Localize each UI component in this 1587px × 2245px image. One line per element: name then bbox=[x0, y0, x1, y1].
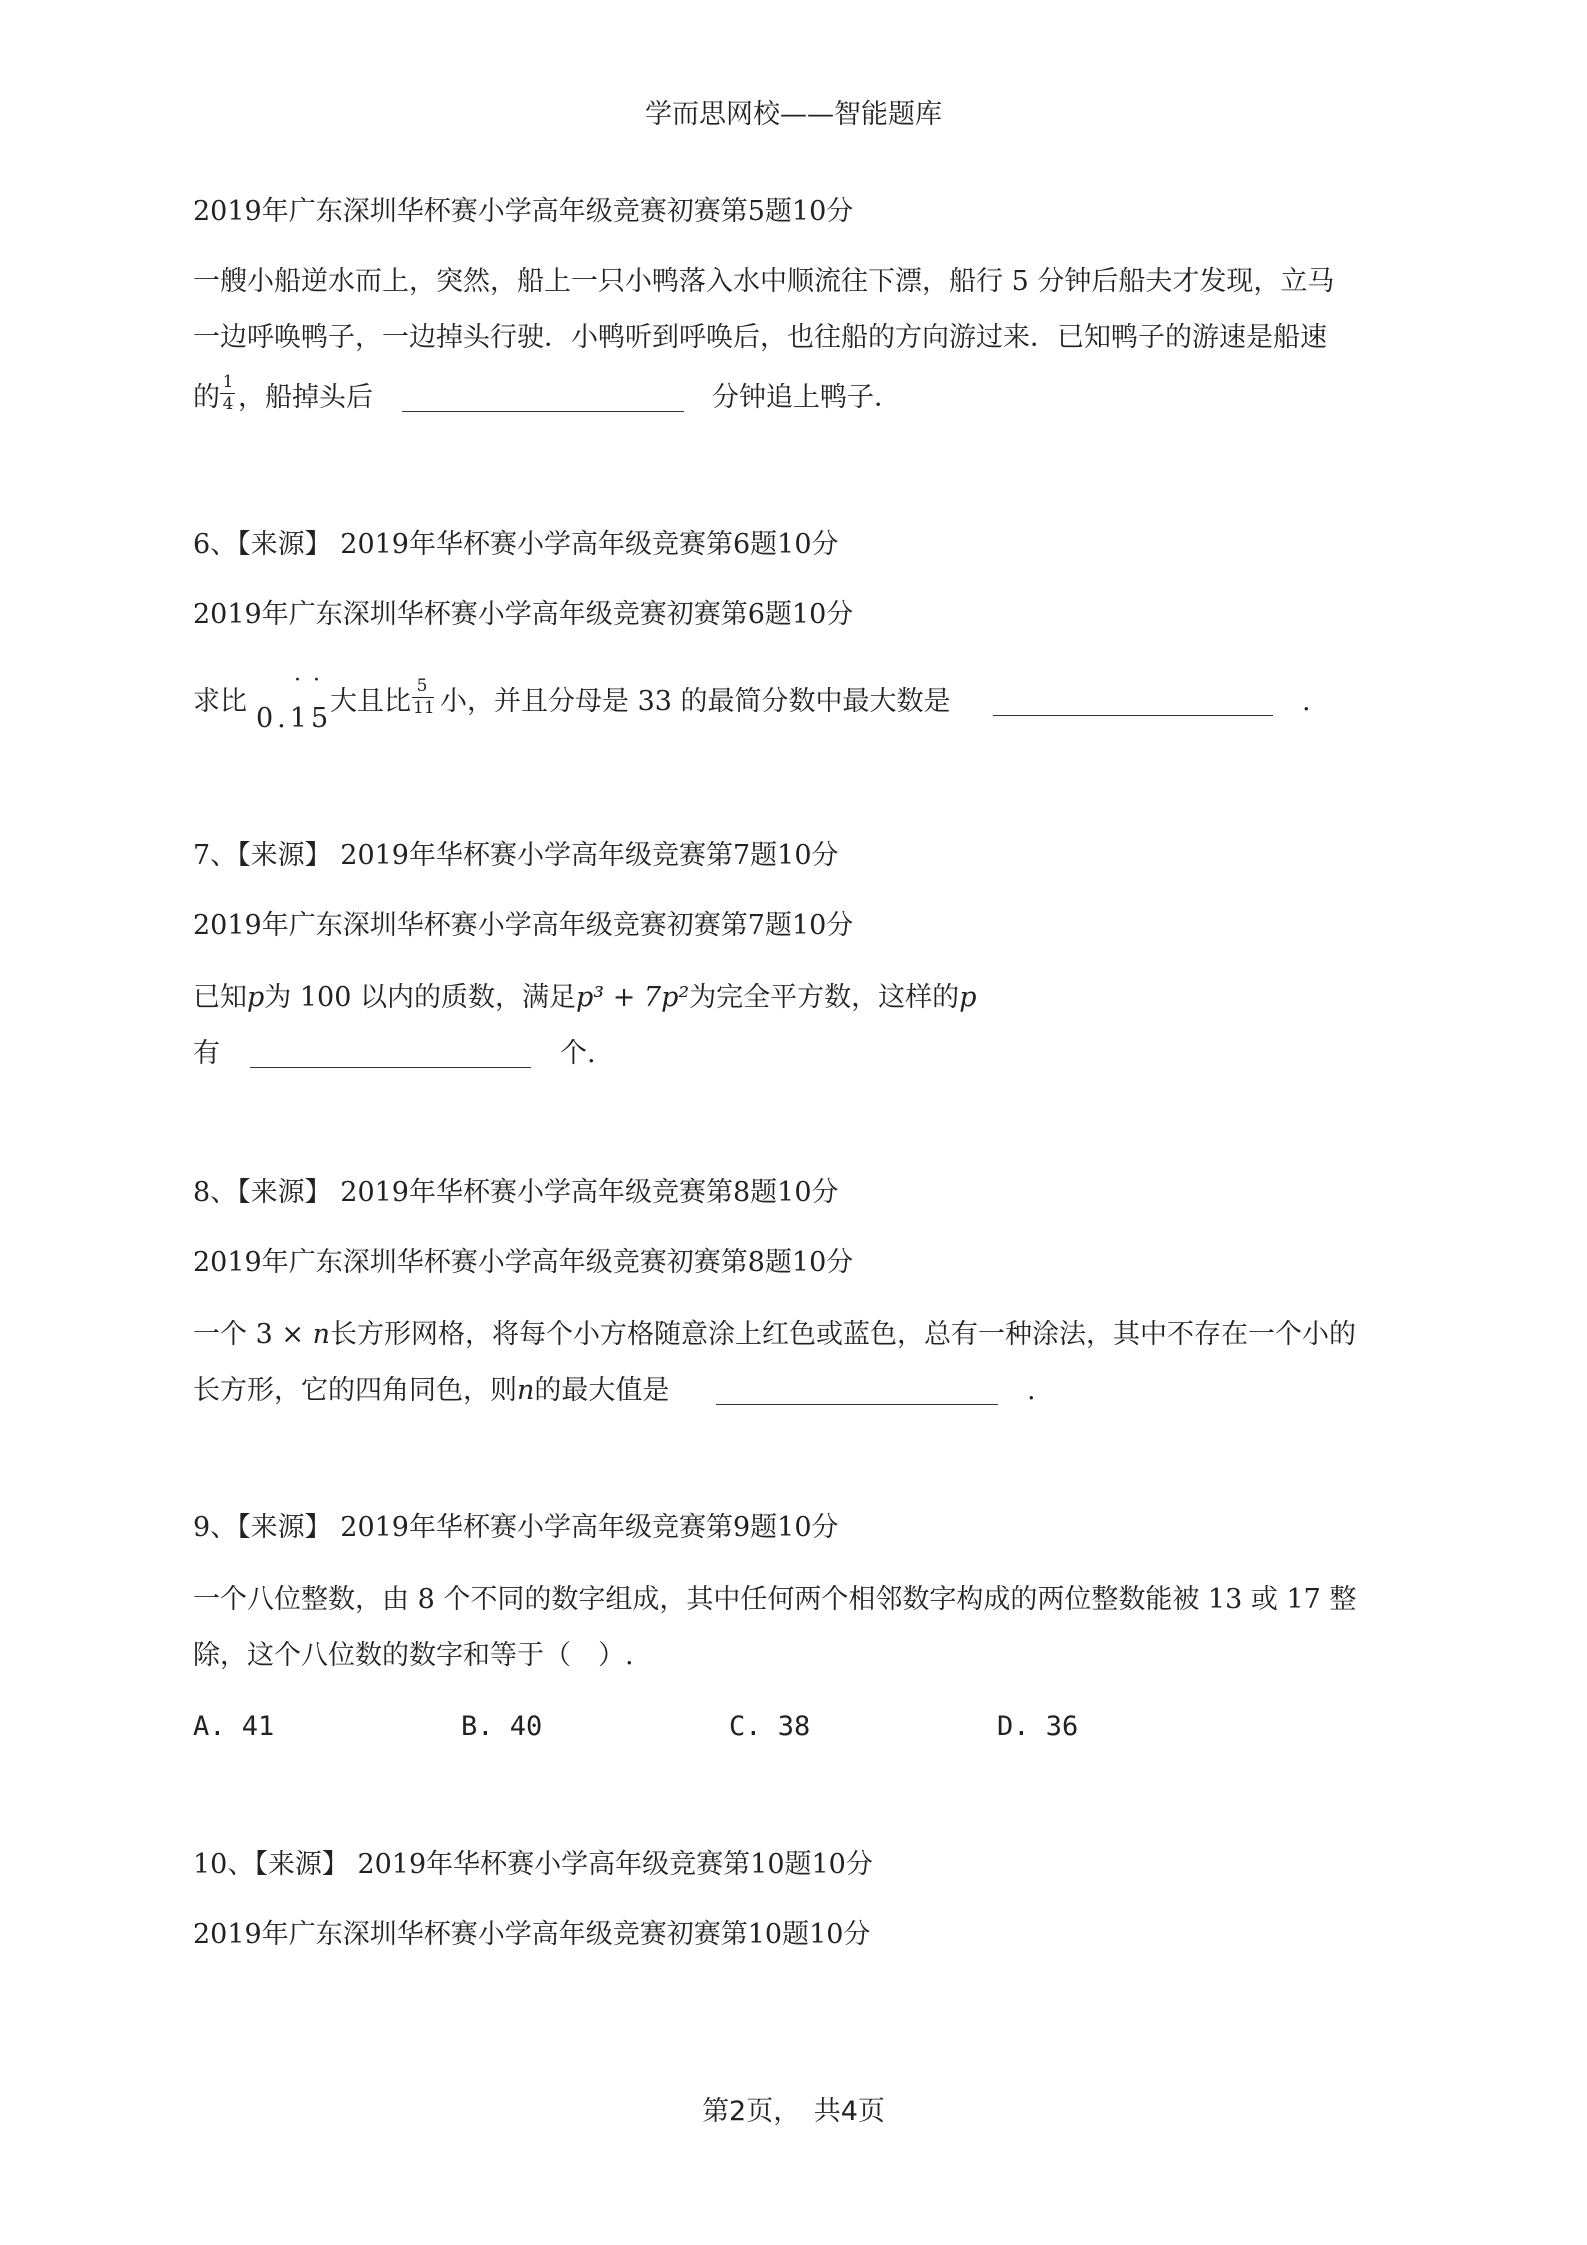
q5-text-line3-pre: 的 bbox=[193, 382, 220, 413]
q7-answer-blank[interactable] bbox=[250, 1067, 531, 1068]
q9-text-line2: 除，这个八位数的数字和等于（ ）. bbox=[193, 1640, 634, 1671]
q9-text-line1: 一个八位整数，由 8 个不同的数字组成，其中任何两个相邻数字构成的两位整数能被 13 或 17 整 bbox=[193, 1584, 1357, 1615]
q8-source-line2: 2019年广东深圳华杯赛小学高年级竞赛初赛第8题10分 bbox=[193, 1247, 854, 1278]
q6-source-line1: 6、【来源】 2019年华杯赛小学高年级竞赛第6题10分 bbox=[193, 529, 839, 560]
q8-answer-blank[interactable] bbox=[716, 1404, 998, 1405]
q5-text-line3-post: 分钟追上鸭子． bbox=[712, 382, 901, 413]
q5-source-line: 2019年广东深圳华杯赛小学高年级竞赛初赛第5题10分 bbox=[193, 196, 854, 227]
page-footer: 第2页， 共4页 bbox=[702, 2096, 885, 2127]
q6-text-pre: 求比 bbox=[193, 686, 247, 717]
q6-repeating-dot-2: · bbox=[313, 668, 320, 693]
q6-answer-blank[interactable] bbox=[993, 715, 1273, 716]
q7-source-line2: 2019年广东深圳华杯赛小学高年级竞赛初赛第7题10分 bbox=[193, 910, 854, 941]
q5-text-line2: 一边呼唤鸭子，一边掉头行驶．小鸭听到呼唤后，也往船的方向游过来．已知鸭子的游速是船速 bbox=[193, 322, 1327, 353]
q10-source-line2: 2019年广东深圳华杯赛小学高年级竞赛初赛第10题10分 bbox=[193, 1919, 871, 1950]
q6-text-post: 小，并且分母是 33 的最简分数中最大数是 bbox=[440, 686, 951, 717]
q5-fraction-denominator: 4 bbox=[222, 394, 234, 414]
q7-text-line2-pre: 有 bbox=[193, 1038, 220, 1069]
q9-option-d[interactable]: D. 36 bbox=[997, 1711, 1079, 1742]
q8-source-line1: 8、【来源】 2019年华杯赛小学高年级竞赛第8题10分 bbox=[193, 1177, 839, 1208]
q6-text-end: . bbox=[1302, 686, 1311, 717]
page-header: 学而思网校——智能题库 bbox=[645, 99, 942, 130]
q6-source-line2: 2019年广东深圳华杯赛小学高年级竞赛初赛第6题10分 bbox=[193, 599, 854, 630]
q5-answer-blank[interactable] bbox=[402, 411, 684, 412]
q7-text-line2-post: 个. bbox=[560, 1038, 596, 1069]
q8-text-line1: 一个 3 × n长方形网格，将每个小方格随意涂上红色或蓝色，总有一种涂法，其中不存在一个小的 bbox=[193, 1319, 1356, 1350]
q10-source-line1: 10、【来源】 2019年华杯赛小学高年级竞赛第10题10分 bbox=[193, 1849, 873, 1880]
q6-repeating-dot-1: · bbox=[294, 668, 301, 693]
q6-fraction-denominator: 11 bbox=[413, 698, 435, 718]
q6-text-mid: 大且比 bbox=[330, 686, 411, 717]
q5-fraction-numerator: 1 bbox=[222, 372, 234, 392]
q6-decimal: 0.15 bbox=[256, 703, 333, 734]
q6-fraction-numerator: 5 bbox=[416, 676, 428, 696]
q9-option-c[interactable]: C. 38 bbox=[729, 1711, 811, 1742]
q8-text-end: . bbox=[1027, 1375, 1036, 1406]
q9-option-a[interactable]: A. 41 bbox=[193, 1711, 275, 1742]
q7-source-line1: 7、【来源】 2019年华杯赛小学高年级竞赛第7题10分 bbox=[193, 840, 839, 871]
q8-text-line2: 长方形，它的四角同色，则n的最大值是 bbox=[193, 1375, 670, 1406]
q5-text-line3-mid: ，船掉头后 bbox=[238, 382, 373, 413]
q5-text-line1: 一艘小船逆水而上，突然，船上一只小鸭落入水中顺流往下漂，船行 5 分钟后船夫才发现，立马 bbox=[193, 266, 1335, 297]
q7-text-line1: 已知p为 100 以内的质数，满足p³ + 7p²为完全平方数，这样的p bbox=[193, 982, 977, 1013]
q9-source-line1: 9、【来源】 2019年华杯赛小学高年级竞赛第9题10分 bbox=[193, 1512, 839, 1543]
q9-option-b[interactable]: B. 40 bbox=[461, 1711, 543, 1742]
